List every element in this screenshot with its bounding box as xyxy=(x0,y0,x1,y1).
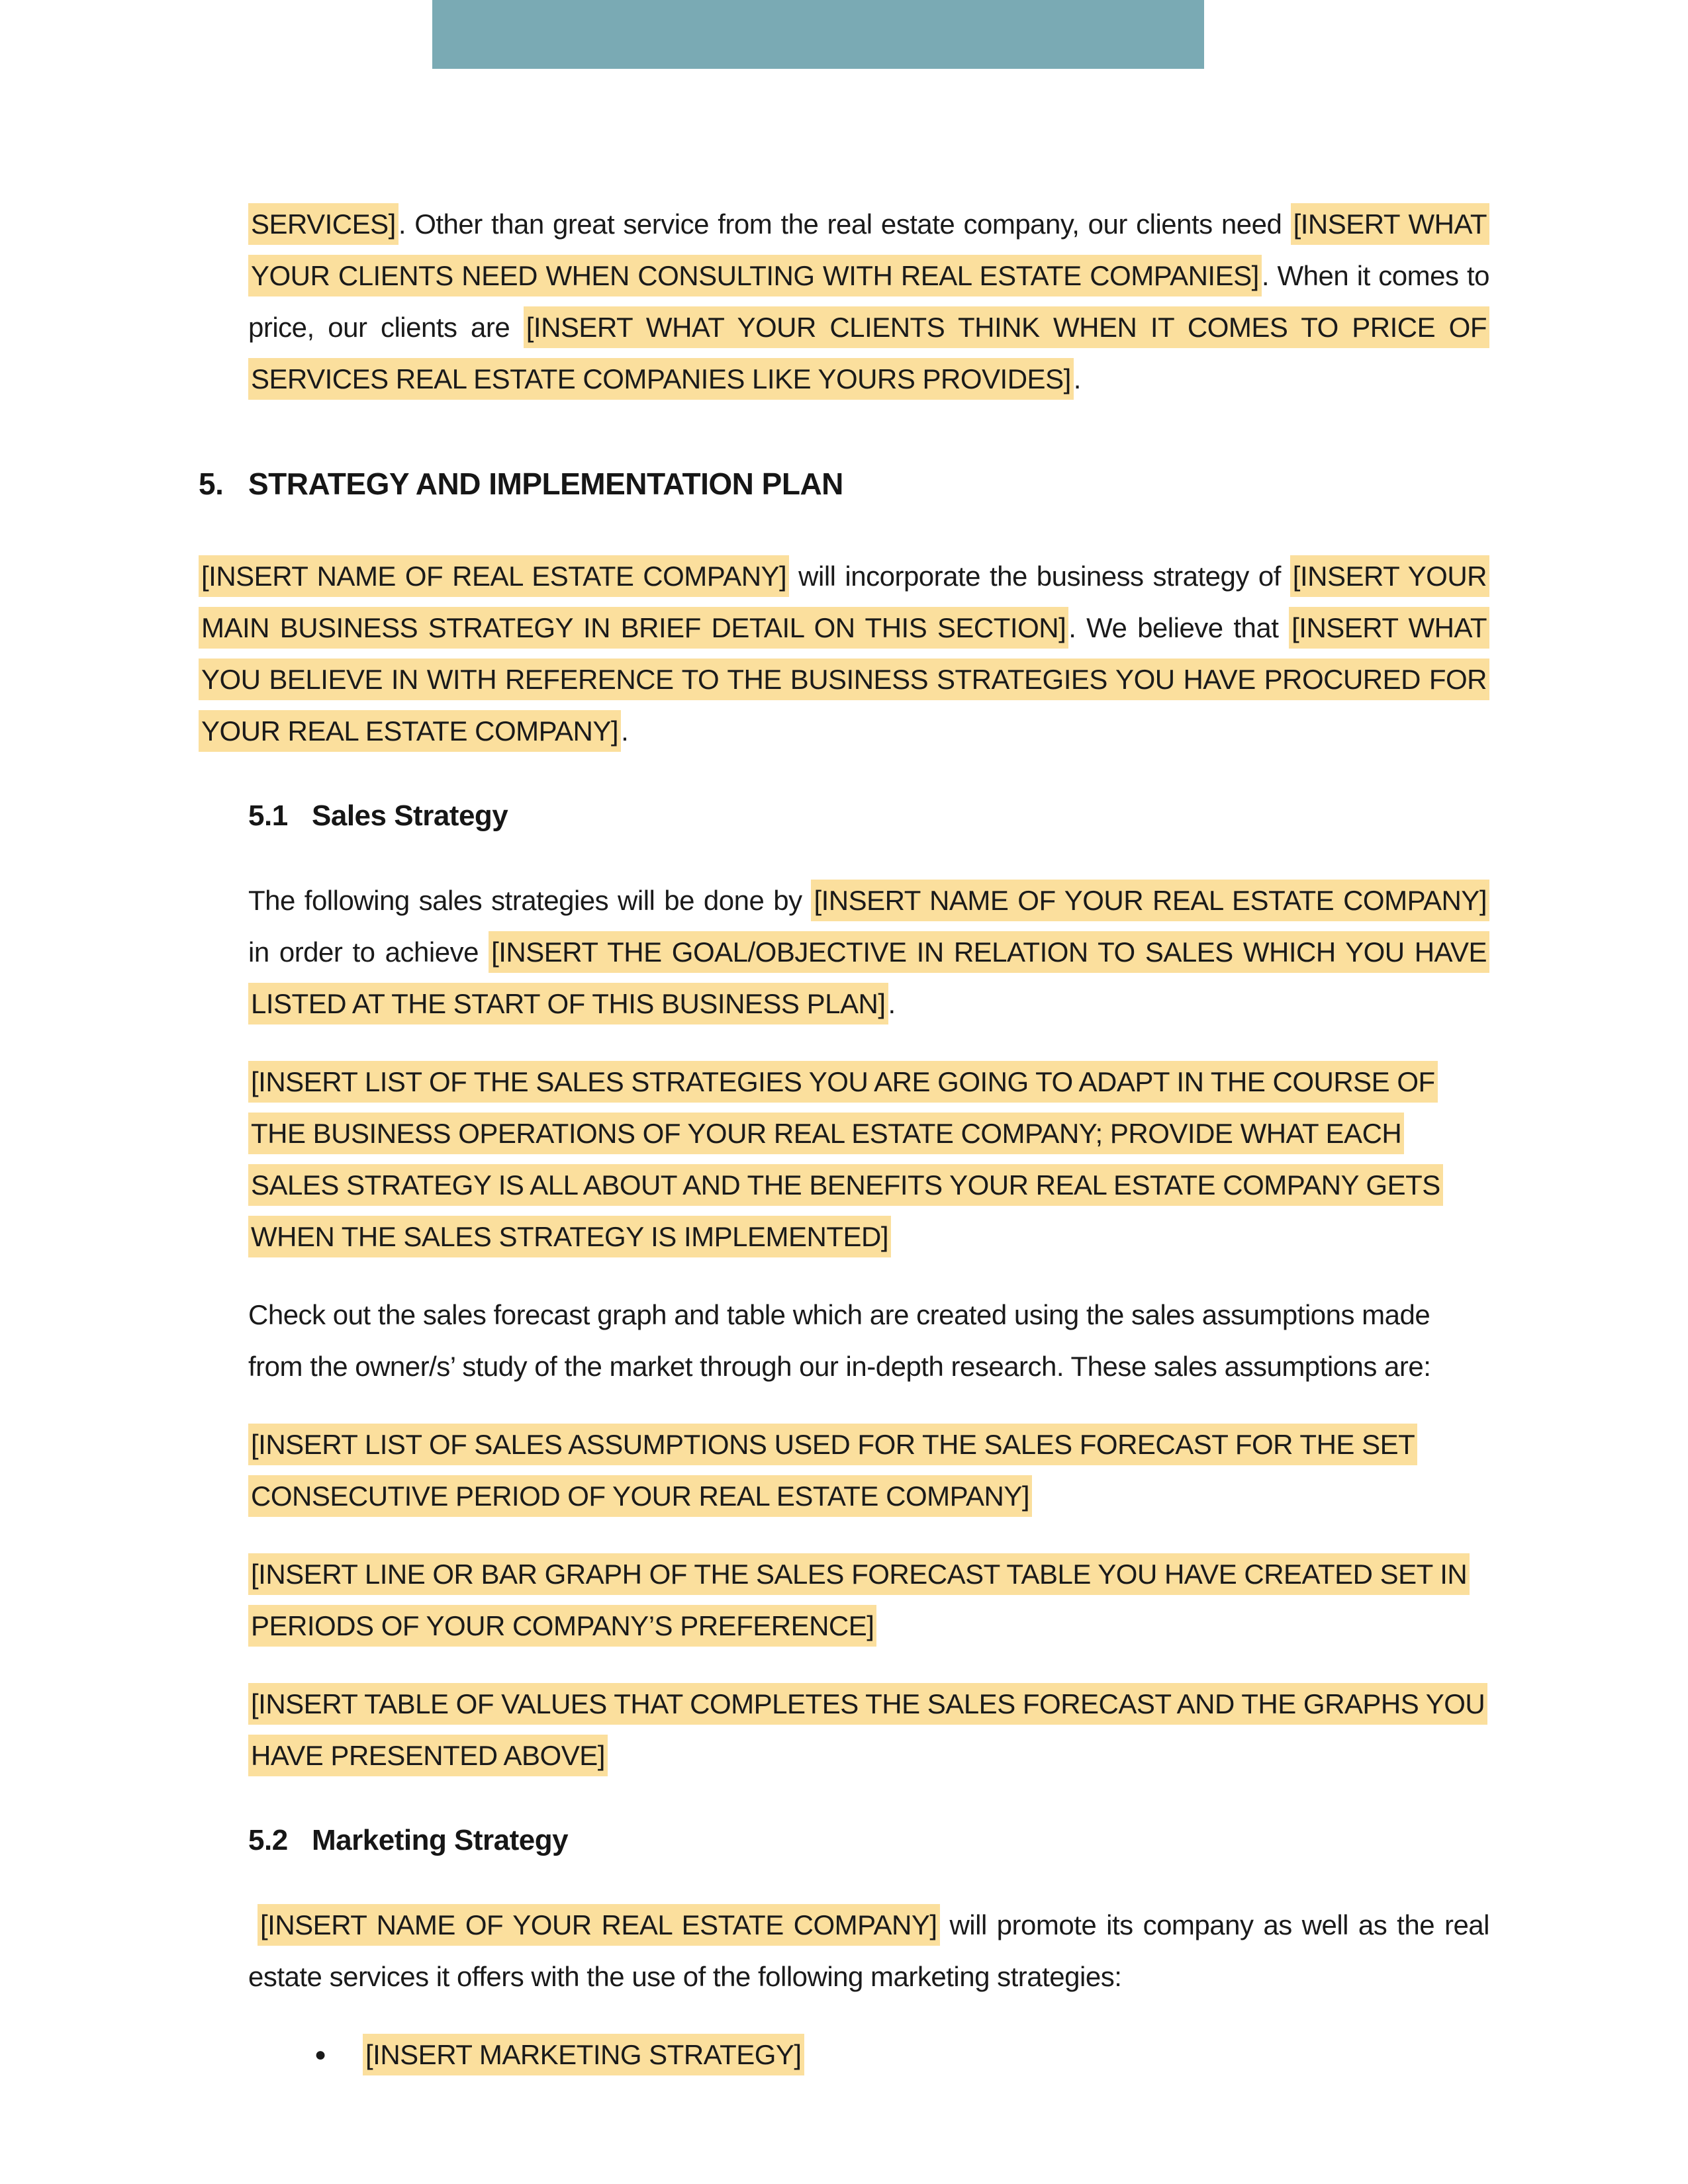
placeholder-sales-forecast-graph xyxy=(248,1549,1489,1652)
highlighted-placeholder: [INSERT YOUR MAIN BUSINESS STRATEGY IN BRIEF DETAIL ON THIS SECTION] xyxy=(199,555,1489,649)
highlighted-placeholder: [INSERT LIST OF SALES ASSUMPTIONS USED FOR THE SALES FORECAST FOR THE SET CONSECUTIVE PERIOD OF YOUR REAL ESTATE COMPANY] xyxy=(248,1424,1417,1517)
heading-number: 5.1 xyxy=(248,799,288,832)
heading-title: STRATEGY AND IMPLEMENTATION PLAN xyxy=(248,467,843,501)
highlighted-placeholder: [INSERT WHAT YOUR CLIENTS NEED WHEN CONSULTING WITH REAL ESTATE COMPANIES] xyxy=(248,203,1489,296)
highlighted-placeholder: [INSERT NAME OF YOUR REAL ESTATE COMPANY] xyxy=(258,1904,940,1946)
plain-text: . When it comes to price, our clients are xyxy=(248,260,1490,343)
highlighted-placeholder: SERVICES] xyxy=(248,203,399,245)
heading-sales-strategy xyxy=(248,790,1489,842)
paragraph-clients-needs xyxy=(248,199,1489,405)
plain-text: . Other than great service from the real estate company, our clients need xyxy=(398,208,1291,240)
plain-text: The following sales strategies will be done by xyxy=(248,885,812,916)
highlighted-placeholder: [INSERT NAME OF REAL ESTATE COMPANY] xyxy=(199,555,789,597)
heading-strategy-implementation-plan xyxy=(199,458,1489,510)
paragraph-strategy-overview xyxy=(199,551,1489,757)
plain-text: in order to achieve xyxy=(248,936,489,968)
plain-text: . xyxy=(621,715,629,747)
heading-title: Sales Strategy xyxy=(312,799,508,832)
heading-title: Marketing Strategy xyxy=(312,1824,569,1856)
plain-text: . We believe that xyxy=(1068,612,1289,643)
highlighted-placeholder: [INSERT NAME OF YOUR REAL ESTATE COMPANY] xyxy=(811,880,1489,921)
plain-text: will promote its company as well as the real estate services it offers with the use of the following marketing strategies: xyxy=(248,1909,1489,1992)
paragraph-sales-strategy-intro xyxy=(248,875,1489,1030)
highlighted-placeholder: [INSERT TABLE OF VALUES THAT COMPLETES THE SALES FORECAST AND THE GRAPHS YOU HAVE PRESENTED ABOVE] xyxy=(248,1683,1487,1776)
placeholder-sales-forecast-table xyxy=(248,1678,1489,1782)
header-accent-bar xyxy=(432,0,1204,69)
highlighted-placeholder: [INSERT WHAT YOU BELIEVE IN WITH REFERENCE TO THE BUSINESS STRATEGIES YOU HAVE PROCURED FOR YOUR REAL ESTATE COMPANY] xyxy=(199,607,1489,752)
heading-marketing-strategy xyxy=(248,1815,1489,1866)
list-item-marketing-strategy xyxy=(248,2029,1489,2081)
plain-text: . xyxy=(1073,363,1081,394)
placeholder-sales-strategies-list xyxy=(248,1056,1489,1263)
plain-text: Check out the sales forecast graph and table which are created using the sales assumptions made from the owner/s’ study of the market through our in-depth research. These sales assumptions are: xyxy=(248,1299,1431,1382)
highlighted-placeholder: [INSERT MARKETING STRATEGY] xyxy=(363,2034,804,2075)
highlighted-placeholder: [INSERT THE GOAL/OBJECTIVE IN RELATION TO SALES WHICH YOU HAVE LISTED AT THE START OF THIS BUSINESS PLAN] xyxy=(248,931,1489,1024)
heading-number: 5. xyxy=(199,467,224,501)
list-item-text xyxy=(363,2034,804,2075)
highlighted-placeholder: [INSERT LINE OR BAR GRAPH OF THE SALES FORECAST TABLE YOU HAVE CREATED SET IN PERIODS OF YOUR COMPANY’S PREFERENCE] xyxy=(248,1553,1470,1647)
heading-number: 5.2 xyxy=(248,1824,288,1856)
page-content xyxy=(199,199,1489,2107)
marketing-strategies-list xyxy=(199,2029,1489,2081)
paragraph-marketing-intro xyxy=(248,1899,1489,2003)
highlighted-placeholder: [INSERT LIST OF THE SALES STRATEGIES YOU ARE GOING TO ADAPT IN THE COURSE OF THE BUSINESS OPERATIONS OF YOUR REAL ESTATE COMPANY; PROVIDE WHAT EACH SALES STRATEGY IS ALL ABOUT AND THE BENEFITS YOUR REAL ESTATE COMPANY GETS WHEN THE SALES STRATEGY IS IMPLEMENTED] xyxy=(248,1061,1443,1257)
plain-text: will incorporate the business strategy of xyxy=(789,561,1290,592)
plain-text: . xyxy=(888,988,896,1019)
paragraph-sales-forecast-note xyxy=(248,1289,1489,1392)
bullet-icon: ● xyxy=(314,2044,327,2066)
placeholder-sales-assumptions xyxy=(248,1419,1489,1522)
highlighted-placeholder: [INSERT WHAT YOUR CLIENTS THINK WHEN IT COMES TO PRICE OF SERVICES REAL ESTATE COMPANIES LIKE YOURS PROVIDES] xyxy=(248,306,1489,400)
